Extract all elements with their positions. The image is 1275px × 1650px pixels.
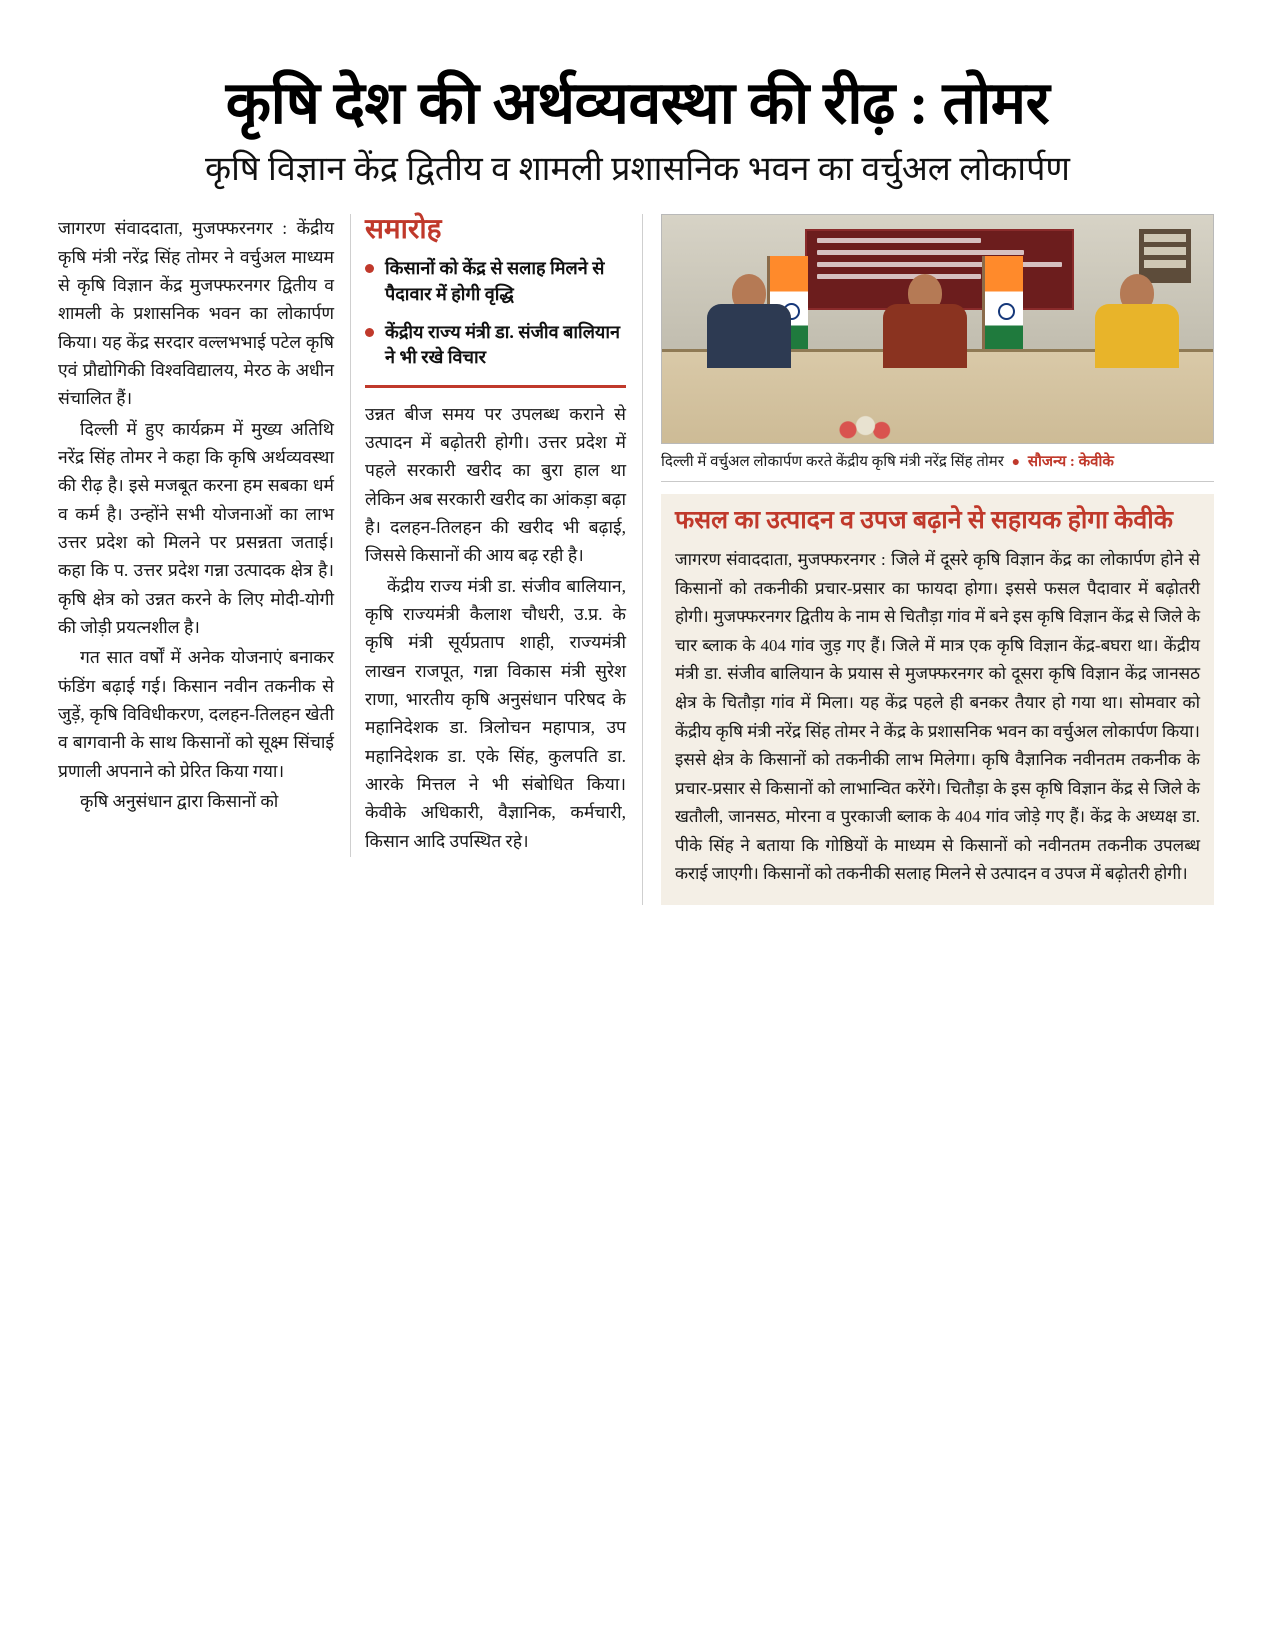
page-headline: कृषि देश की अर्थव्यवस्था की रीढ़ : तोमर [225, 70, 1050, 136]
list-item [365, 320, 626, 371]
indian-flag-icon [982, 256, 1023, 361]
bullet-separator-icon: ● [1011, 455, 1021, 471]
list-item [365, 256, 626, 307]
bullet-dot-icon [365, 264, 374, 273]
ashoka-chakra-icon [998, 303, 1015, 320]
sidebar-story [661, 494, 1214, 905]
highlight-box-title: समारोह [365, 214, 442, 246]
person-right [1094, 274, 1180, 366]
banner-text-line [817, 262, 1061, 267]
column-two-text [365, 400, 626, 856]
paragraph: दिल्ली में हुए कार्यक्रम में मुख्य अतिथि नरेंद्र सिंह तोमर ने कहा कि कृषि अर्थव्यवस्था की रीढ़ है। इसे मजबूत करना हम सबका धर्म व कर्म है। उन्होंने सभी योजनाओं का लाभ उत्तर प्रदेश को मिलने पर प्रसन्नता जताई। कहा कि प. उत्तर प्रदेश गन्ना उत्पादक क्षेत्र है। कृषि क्षेत्र को उन्नत करने के लिए मोदी-योगी की जोड़ी प्रयत्नशील है। [58, 418, 334, 638]
column-three [642, 214, 1214, 905]
paragraph: केंद्रीय राज्य मंत्री डा. संजीव बालियान, कृषि राज्यमंत्री कैलाश चौधरी, उ.प्र. के कृषि मंत्री सूर्यप्रताप शाही, राज्यमंत्री लाखन राजपूत, गन्ना विकास मंत्री सुरेश राणा, भारतीय कृषि अनुसंधान परिषद के महानिदेशक डा. त्रिलोचन महापात्र, उप महानिदेशक डा. एके सिंह, कुलपति डा. आरके मित्तल ने भी संबोधित किया। केवीके अधिकारी, वैज्ञानिक, कर्मचारी, किसान आदि उपस्थित रहे। [365, 575, 626, 851]
person-left [706, 274, 792, 366]
paragraph: जागरण संवाददाता, मुजफ्फरनगर : केंद्रीय कृषि मंत्री नरेंद्र सिंह तोमर ने वर्चुअल माध्यम से कृषि विज्ञान केंद्र मुजफ्फरनगर द्वितीय व शामली के प्रशासनिक भवन का लोकार्पण किया। यह केंद्र सरदार वल्लभभाई पटेल कृषि एवं प्रौद्योगिकी विश्वविद्यालय, मेरठ के अधीन संचालित हैं। [58, 218, 334, 409]
column-two [350, 214, 642, 857]
page-subheadline: कृषि विज्ञान केंद्र द्वितीय व शामली प्रशासनिक भवन का वर्चुअल लोकार्पण [204, 151, 1071, 189]
divider [365, 385, 626, 388]
sidebar-story-body: जागरण संवाददाता, मुजफ्फरनगर : जिले में दूसरे कृषि विज्ञान केंद्र का लोकार्पण होने से किसानों को तकनीकी प्रचार-प्रसार का फायदा होगा। इससे फसल पैदावार में बढ़ोतरी होगी। मुजफ्फरनगर द्वितीय के नाम से चितौड़ा गांव में बने इस कृषि विज्ञान केंद्र से जिले के चार ब्लाक के 404 गांव जुड़ गए हैं। जिले में मात्र एक कृषि विज्ञान केंद्र-बघरा था। केंद्रीय मंत्री डा. संजीव बालियान के प्रयास से मुजफ्फरनगर को दूसरा कृषि विज्ञान केंद्र जानसठ क्षेत्र के चितौड़ा गांव में मिला। यह केंद्र पहले ही बनकर तैयार हो गया था। सोमवार को केंद्रीय कृषि मंत्री नरेंद्र सिंह तोमर ने केंद्र के प्रशासनिक भवन का वर्चुअल लोकार्पण किया। इससे क्षेत्र के किसानों को तकनीकी लाभ मिलेगा। कृषि वैज्ञानिक नवीनतम तकनीक के प्रचार-प्रसार से किसानों को लाभान्वित करेंगे। चितौड़ा के इस कृषि विज्ञान केंद्र से जिले के खतौली, जानसठ, मोरना व पुरकाजी ब्लाक के 404 गांव जोड़े गए हैं। केंद्र के अध्यक्ष डा. पीके सिंह ने बताया कि गोष्ठियों के माध्यम से किसानों को नवीनतम तकनीक उपलब्ध कराई जाएगी। किसानों को तकनीकी सलाह मिलने से उत्पादन व उपज में बढ़ोतरी होगी। [675, 550, 1200, 884]
photo-credit: सौजन्य : केवीके [1027, 454, 1114, 471]
bullet-dot-icon [365, 328, 374, 337]
photo-caption [661, 444, 1214, 482]
list-item-label: केंद्रीय राज्य मंत्री डा. संजीव बालियान ने भी रखे विचार [385, 321, 620, 368]
person-center [882, 274, 968, 366]
caption-text: दिल्ली में वर्चुअल लोकार्पण करते केंद्रीय कृषि मंत्री नरेंद्र सिंह तोमर [661, 454, 1004, 471]
paragraph: गत सात वर्षों में अनेक योजनाएं बनाकर फंडिंग बढ़ाई गई। किसान नवीन तकनीक से जुड़ें, कृषि विविधीकरण, दलहन-तिलहन खेती व बागवानी के साथ किसानों को सूक्ष्म सिंचाई प्रणाली अपनाने को प्रेरित किया गया। [58, 647, 334, 781]
column-one-text [58, 214, 334, 815]
sidebar-story-title: फसल का उत्पादन व उपज बढ़ाने से सहायक होगा केवीके [675, 507, 1173, 535]
list-item-label: किसानों को केंद्र से सलाह मिलने से पैदावार में होगी वृद्धि [385, 258, 605, 304]
flower-arrangement [827, 413, 897, 441]
banner-text-line [817, 250, 1023, 255]
virtual-inauguration-photo [661, 214, 1214, 444]
article-columns [58, 214, 1217, 905]
column-one [58, 214, 350, 817]
paragraph: उन्नत बीज समय पर उपलब्ध कराने से उत्पादन में बढ़ोतरी होगी। उत्तर प्रदेश में पहले सरकारी खरीद का बुरा हाल था लेकिन अब सरकारी खरीद का आंकड़ा बढ़ा है। दलहन-तिलहन की खरीद भी बढ़ाई, जिससे किसानों की आय बढ़ रही है। [365, 403, 626, 566]
paragraph: कृषि अनुसंधान द्वारा किसानों को [80, 791, 279, 812]
highlight-bullet-list [365, 256, 626, 370]
banner-text-line [817, 238, 981, 243]
